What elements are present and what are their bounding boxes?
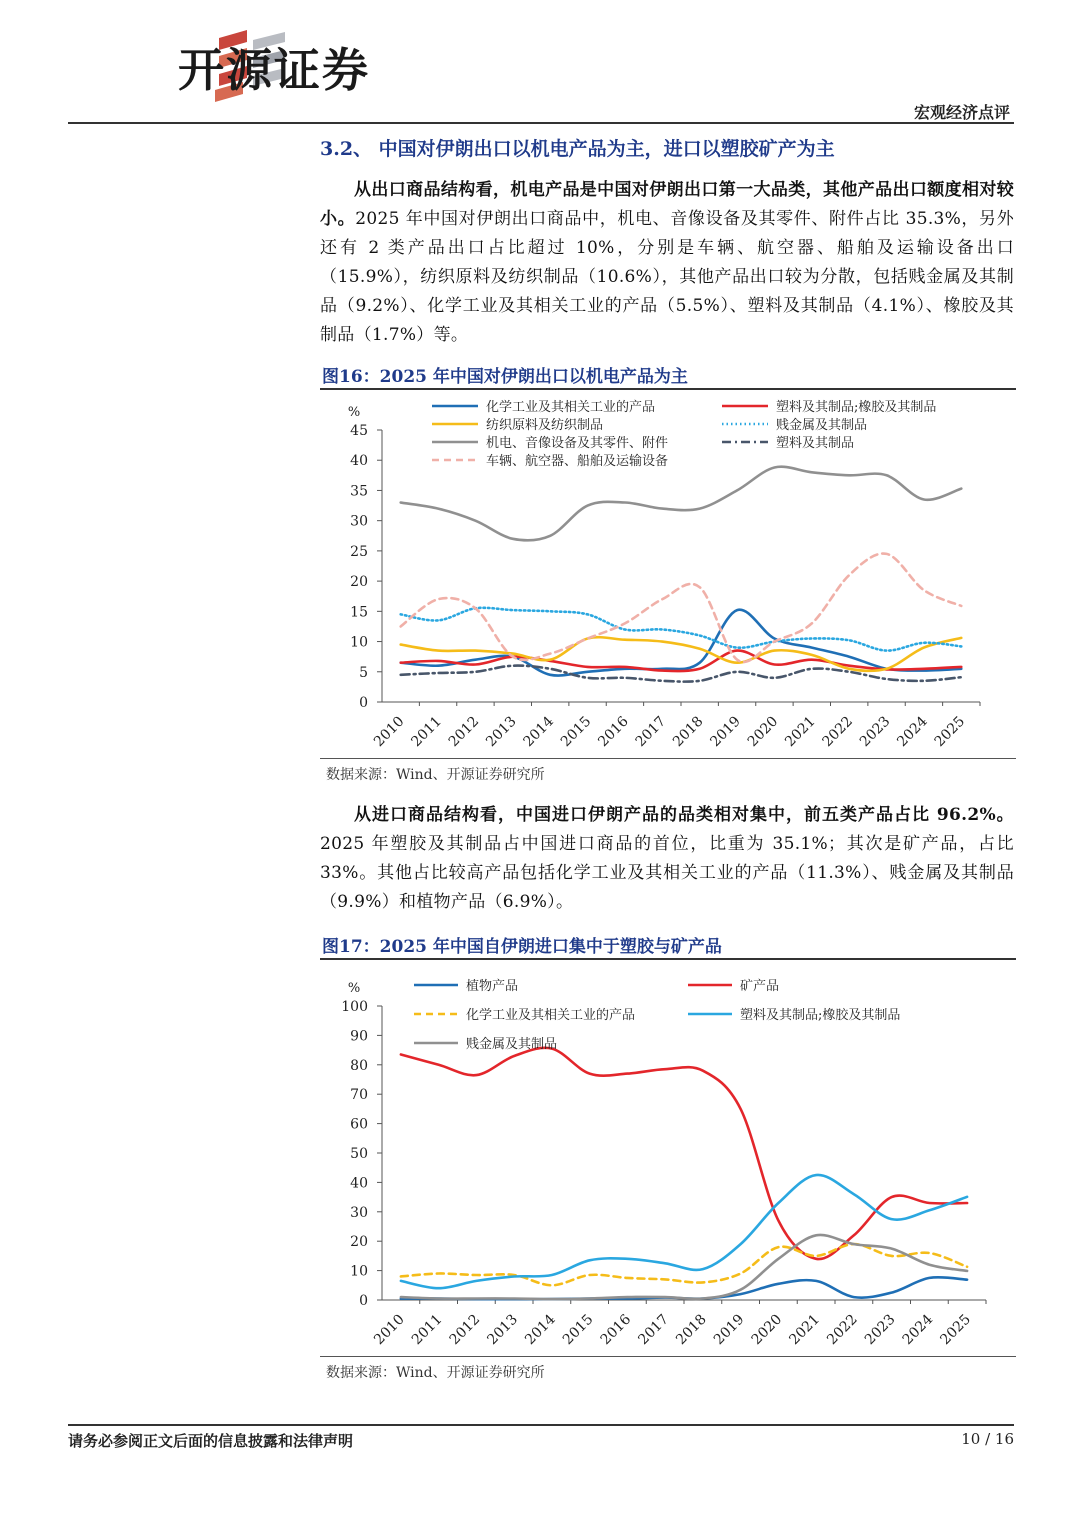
x-tick-label: 2025	[931, 713, 969, 751]
x-tick-label: 2016	[595, 713, 632, 751]
x-tick-label: 2015	[557, 713, 595, 751]
figure16-top-rule	[320, 388, 1016, 390]
x-tick-label: 2012	[446, 1311, 484, 1349]
paragraph-body: 2025 年塑胶及其制品占中国进口商品的首位，比重为 35.1%；其次是矿产品，占比 33%。其他占比较高产品包括化学工业及其相关工业的产品（11.3%）、贱金属及其制品（9.9%）和植物产品（6.9%）。	[320, 834, 1014, 912]
figure16-source: 数据来源：Wind、开源证券研究所	[326, 767, 545, 783]
y-tick-label: 40	[350, 1175, 368, 1192]
x-tick-label: 2020	[748, 1311, 786, 1349]
footer-disclaimer: 请务必参阅正文后面的信息披露和法律声明	[68, 1432, 354, 1450]
series-line	[401, 1175, 967, 1288]
y-tick-label: 80	[350, 1057, 368, 1074]
x-tick-label: 2010	[371, 1311, 408, 1349]
y-tick-label: 0	[359, 695, 368, 711]
y-tick-label: 10	[350, 1263, 368, 1280]
legend-label: 贱金属及其制品	[776, 418, 868, 433]
x-tick-label: 2011	[408, 713, 445, 751]
x-tick-label: 2020	[744, 713, 782, 751]
x-tick-label: 2012	[445, 713, 483, 751]
y-tick-label: 15	[350, 604, 368, 621]
y-axis-unit-label: %	[347, 405, 361, 420]
y-tick-label: 0	[359, 1293, 368, 1309]
y-tick-label: 5	[359, 664, 368, 681]
x-tick-label: 2024	[899, 1311, 937, 1349]
figure17-source: 数据来源：Wind、开源证券研究所	[326, 1365, 545, 1381]
x-tick-label: 2024	[894, 713, 931, 751]
x-tick-label: 2022	[819, 713, 857, 751]
legend-label: 塑料及其制品	[776, 436, 855, 451]
y-tick-label: 20	[350, 574, 368, 591]
x-tick-label: 2017	[635, 1311, 672, 1349]
legend-label: 车辆、航空器、船舶及运输设备	[486, 454, 669, 469]
legend-label: 塑料及其制品;橡胶及其制品	[776, 400, 937, 415]
y-tick-label: 35	[350, 483, 368, 500]
paragraph-body: 2025 年中国对伊朗出口商品中，机电、音像设备及其零件、附件占比 35.3%，另外还有 2 类产品出口占比超过 10%，分别是车辆、航空器、船舶及运输设备出口（15.9%），纺织原料及纺织制品（10.6%），其他产品出口较为分散，包括贱金属及其制品（9.2%）、化学工业及其相关工业的产品（5.5%）、塑料及其制品（4.1%）、橡胶及其制品（1.7%）等。	[320, 209, 1014, 345]
x-tick-label: 2018	[670, 713, 707, 751]
x-tick-label: 2018	[673, 1311, 710, 1349]
y-tick-label: 30	[350, 1204, 368, 1221]
section-title: 3.2、 中国对伊朗出口以机电产品为主，进口以塑胶矿产为主	[320, 138, 835, 160]
legend-label: 塑料及其制品;橡胶及其制品	[740, 1008, 901, 1023]
series-line	[401, 467, 962, 541]
company-name: 开源证券	[178, 43, 370, 97]
x-tick-label: 2022	[824, 1311, 861, 1349]
legend-label: 机电、音像设备及其零件、附件	[486, 436, 669, 451]
export-structure-paragraph	[320, 176, 1014, 350]
y-tick-label: 50	[350, 1146, 368, 1162]
x-tick-label: 2013	[483, 713, 520, 751]
paragraph-lead: 从进口商品结构看，中国进口伊朗产品的品类相对集中，前五类产品占比 96.2%。	[354, 805, 1014, 825]
x-tick-label: 2010	[371, 713, 408, 751]
y-tick-label: 20	[350, 1234, 368, 1251]
x-tick-label: 2011	[408, 1311, 446, 1349]
figure16-bottom-rule	[320, 758, 1016, 759]
x-tick-label: 2014	[520, 713, 558, 751]
footer-divider	[68, 1424, 1014, 1426]
y-tick-label: 60	[350, 1116, 368, 1133]
legend-label: 贱金属及其制品	[466, 1037, 558, 1052]
legend-label: 植物产品	[466, 979, 519, 994]
x-tick-label: 2023	[856, 713, 894, 751]
y-tick-label: 40	[350, 453, 368, 470]
figure16-chart	[320, 392, 1016, 756]
y-axis-unit-label: %	[347, 981, 361, 996]
x-tick-label: 2021	[786, 1311, 823, 1349]
x-tick-label: 2019	[707, 713, 744, 751]
import-structure-paragraph	[320, 801, 1014, 917]
x-tick-label: 2015	[559, 1311, 597, 1349]
x-tick-label: 2016	[597, 1311, 635, 1349]
page-number: 10 / 16	[961, 1430, 1014, 1448]
legend-label: 化学工业及其相关工业的产品	[466, 1008, 636, 1023]
series-line	[401, 1048, 967, 1259]
y-tick-label: 30	[350, 513, 368, 530]
x-tick-label: 2023	[861, 1311, 899, 1349]
y-tick-label: 90	[350, 1028, 368, 1045]
header-divider	[68, 122, 1014, 124]
y-tick-label: 70	[350, 1087, 368, 1104]
figure16-title: 图16：2025 年中国对伊朗出口以机电产品为主	[322, 367, 688, 387]
x-tick-label: 2014	[522, 1311, 559, 1349]
y-tick-label: 10	[350, 634, 368, 651]
legend-label: 纺织原料及纺织制品	[486, 418, 604, 433]
y-tick-label: 25	[350, 543, 368, 560]
x-tick-label: 2019	[710, 1311, 748, 1349]
figure17-chart	[320, 962, 1016, 1354]
x-tick-label: 2021	[782, 713, 819, 751]
legend-label: 矿产品	[740, 979, 780, 994]
report-type-tag: 宏观经济点评	[913, 103, 1010, 122]
x-tick-label: 2017	[632, 713, 670, 751]
figure17-top-rule	[320, 958, 1016, 960]
paragraph-lead: 从出口商品结构看，机电产品是中国对伊朗出口第一大品类，其他产品出口额度相对较小。	[320, 180, 1014, 229]
y-tick-label: 100	[341, 999, 368, 1015]
x-tick-label: 2025	[937, 1311, 974, 1349]
legend-label: 化学工业及其相关工业的产品	[486, 400, 656, 415]
y-tick-label: 45	[350, 423, 368, 439]
figure17-bottom-rule	[320, 1356, 1016, 1357]
figure17-title: 图17：2025 年中国自伊朗进口集中于塑胶与矿产品	[322, 937, 722, 957]
x-tick-label: 2013	[484, 1311, 521, 1349]
